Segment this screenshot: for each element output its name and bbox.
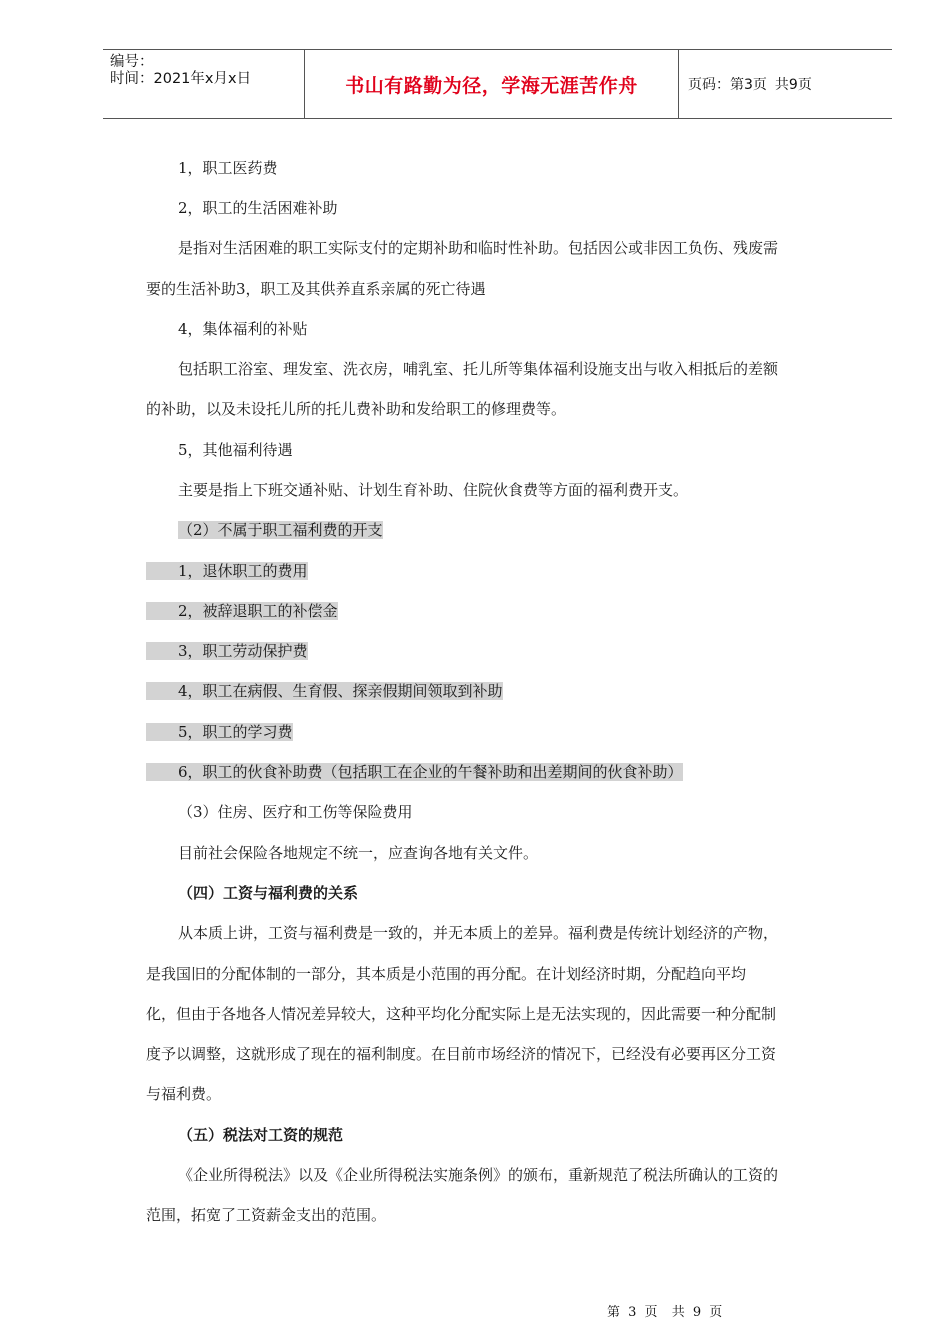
list-item (146, 591, 852, 631)
header-page-total: 共9页 (774, 77, 812, 93)
paragraph: 5，其他福利待遇 (178, 441, 293, 459)
section-heading-5: （五）税法对工资的规范 (178, 1126, 344, 1144)
document-date-label: 时间：2021年x月x日 (110, 71, 252, 87)
header-motto: 书山有路勤为径，学海无涯苦作舟 (305, 50, 679, 118)
paragraph: 目前社会保险各地规定不统一，应查询各地有关文件。 (178, 844, 539, 862)
list-item (146, 712, 852, 752)
list-item (146, 671, 852, 711)
highlighted-text: 6，职工的伙食补助费（包括职工在企业的午餐补助和出差期间的伙食补助） (146, 763, 683, 781)
paragraph: 1，职工医药费 (178, 159, 278, 177)
subheading-3: （3）住房、医疗和工伤等保险费用 (178, 803, 413, 821)
header-page-number: 页码：第3页 (688, 77, 767, 93)
highlighted-text: 3，职工劳动保护费 (146, 642, 308, 660)
paragraph: 与福利费。 (146, 1085, 222, 1103)
section-heading-4: （四）工资与福利费的关系 (178, 884, 359, 902)
paragraph: 度予以调整，这就形成了现在的福利制度。在目前市场经济的情况下，已经没有必要再区分工资 (146, 1045, 777, 1063)
header-meta (103, 50, 305, 118)
paragraph: 化，但由于各地各人情况差异较大，这种平均化分配实际上是无法实现的，因此需要一种分配制 (146, 1005, 777, 1023)
page-footer (607, 1301, 728, 1320)
highlighted-text: 5，职工的学习费 (146, 723, 293, 741)
paragraph: 4，集体福利的补贴 (178, 320, 308, 338)
footer-page-number: 第 3 页 (607, 1305, 658, 1320)
highlighted-text: 4，职工在病假、生育假、探亲假期间领取到补助 (146, 682, 503, 700)
paragraph: 2，职工的生活困难补助 (178, 199, 338, 217)
page-header (103, 49, 892, 119)
list-item (146, 551, 852, 591)
paragraph: 是我国旧的分配体制的一部分，其本质是小范围的再分配。在计划经济时期，分配趋向平均 (146, 965, 747, 983)
paragraph: 主要是指上下班交通补贴、计划生育补助、住院伙食费等方面的福利费开支。 (178, 481, 689, 499)
document-number-label: 编号： (110, 54, 154, 70)
paragraph: 是指对生活困难的职工实际支付的定期补助和临时性补助。包括因公或非因工负伤、残废需 (178, 239, 779, 257)
highlighted-text: （2）不属于职工福利费的开支 (178, 521, 383, 539)
list-item (146, 631, 852, 671)
header-page-info (679, 50, 892, 118)
highlighted-text: 1，退休职工的费用 (146, 562, 308, 580)
paragraph: 要的生活补助3，职工及其供养直系亲属的死亡待遇 (146, 280, 486, 298)
paragraph: 的补助，以及未设托儿所的托儿费补助和发给职工的修理费等。 (146, 400, 567, 418)
paragraph: 范围，拓宽了工资薪金支出的范围。 (146, 1206, 387, 1224)
subheading-2 (178, 510, 884, 550)
paragraph: 从本质上讲，工资与福利费是一致的，并无本质上的差异。福利费是传统计划经济的产物， (178, 924, 779, 942)
highlighted-text: 2，被辞退职工的补偿金 (146, 602, 338, 620)
paragraph: 包括职工浴室、理发室、洗衣房，哺乳室、托儿所等集体福利设施支出与收入相抵后的差额 (178, 360, 779, 378)
paragraph: 《企业所得税法》以及《企业所得税法实施条例》的颁布，重新规范了税法所确认的工资的 (178, 1166, 779, 1184)
footer-page-total: 共 9 页 (671, 1305, 723, 1320)
list-item (146, 752, 852, 792)
